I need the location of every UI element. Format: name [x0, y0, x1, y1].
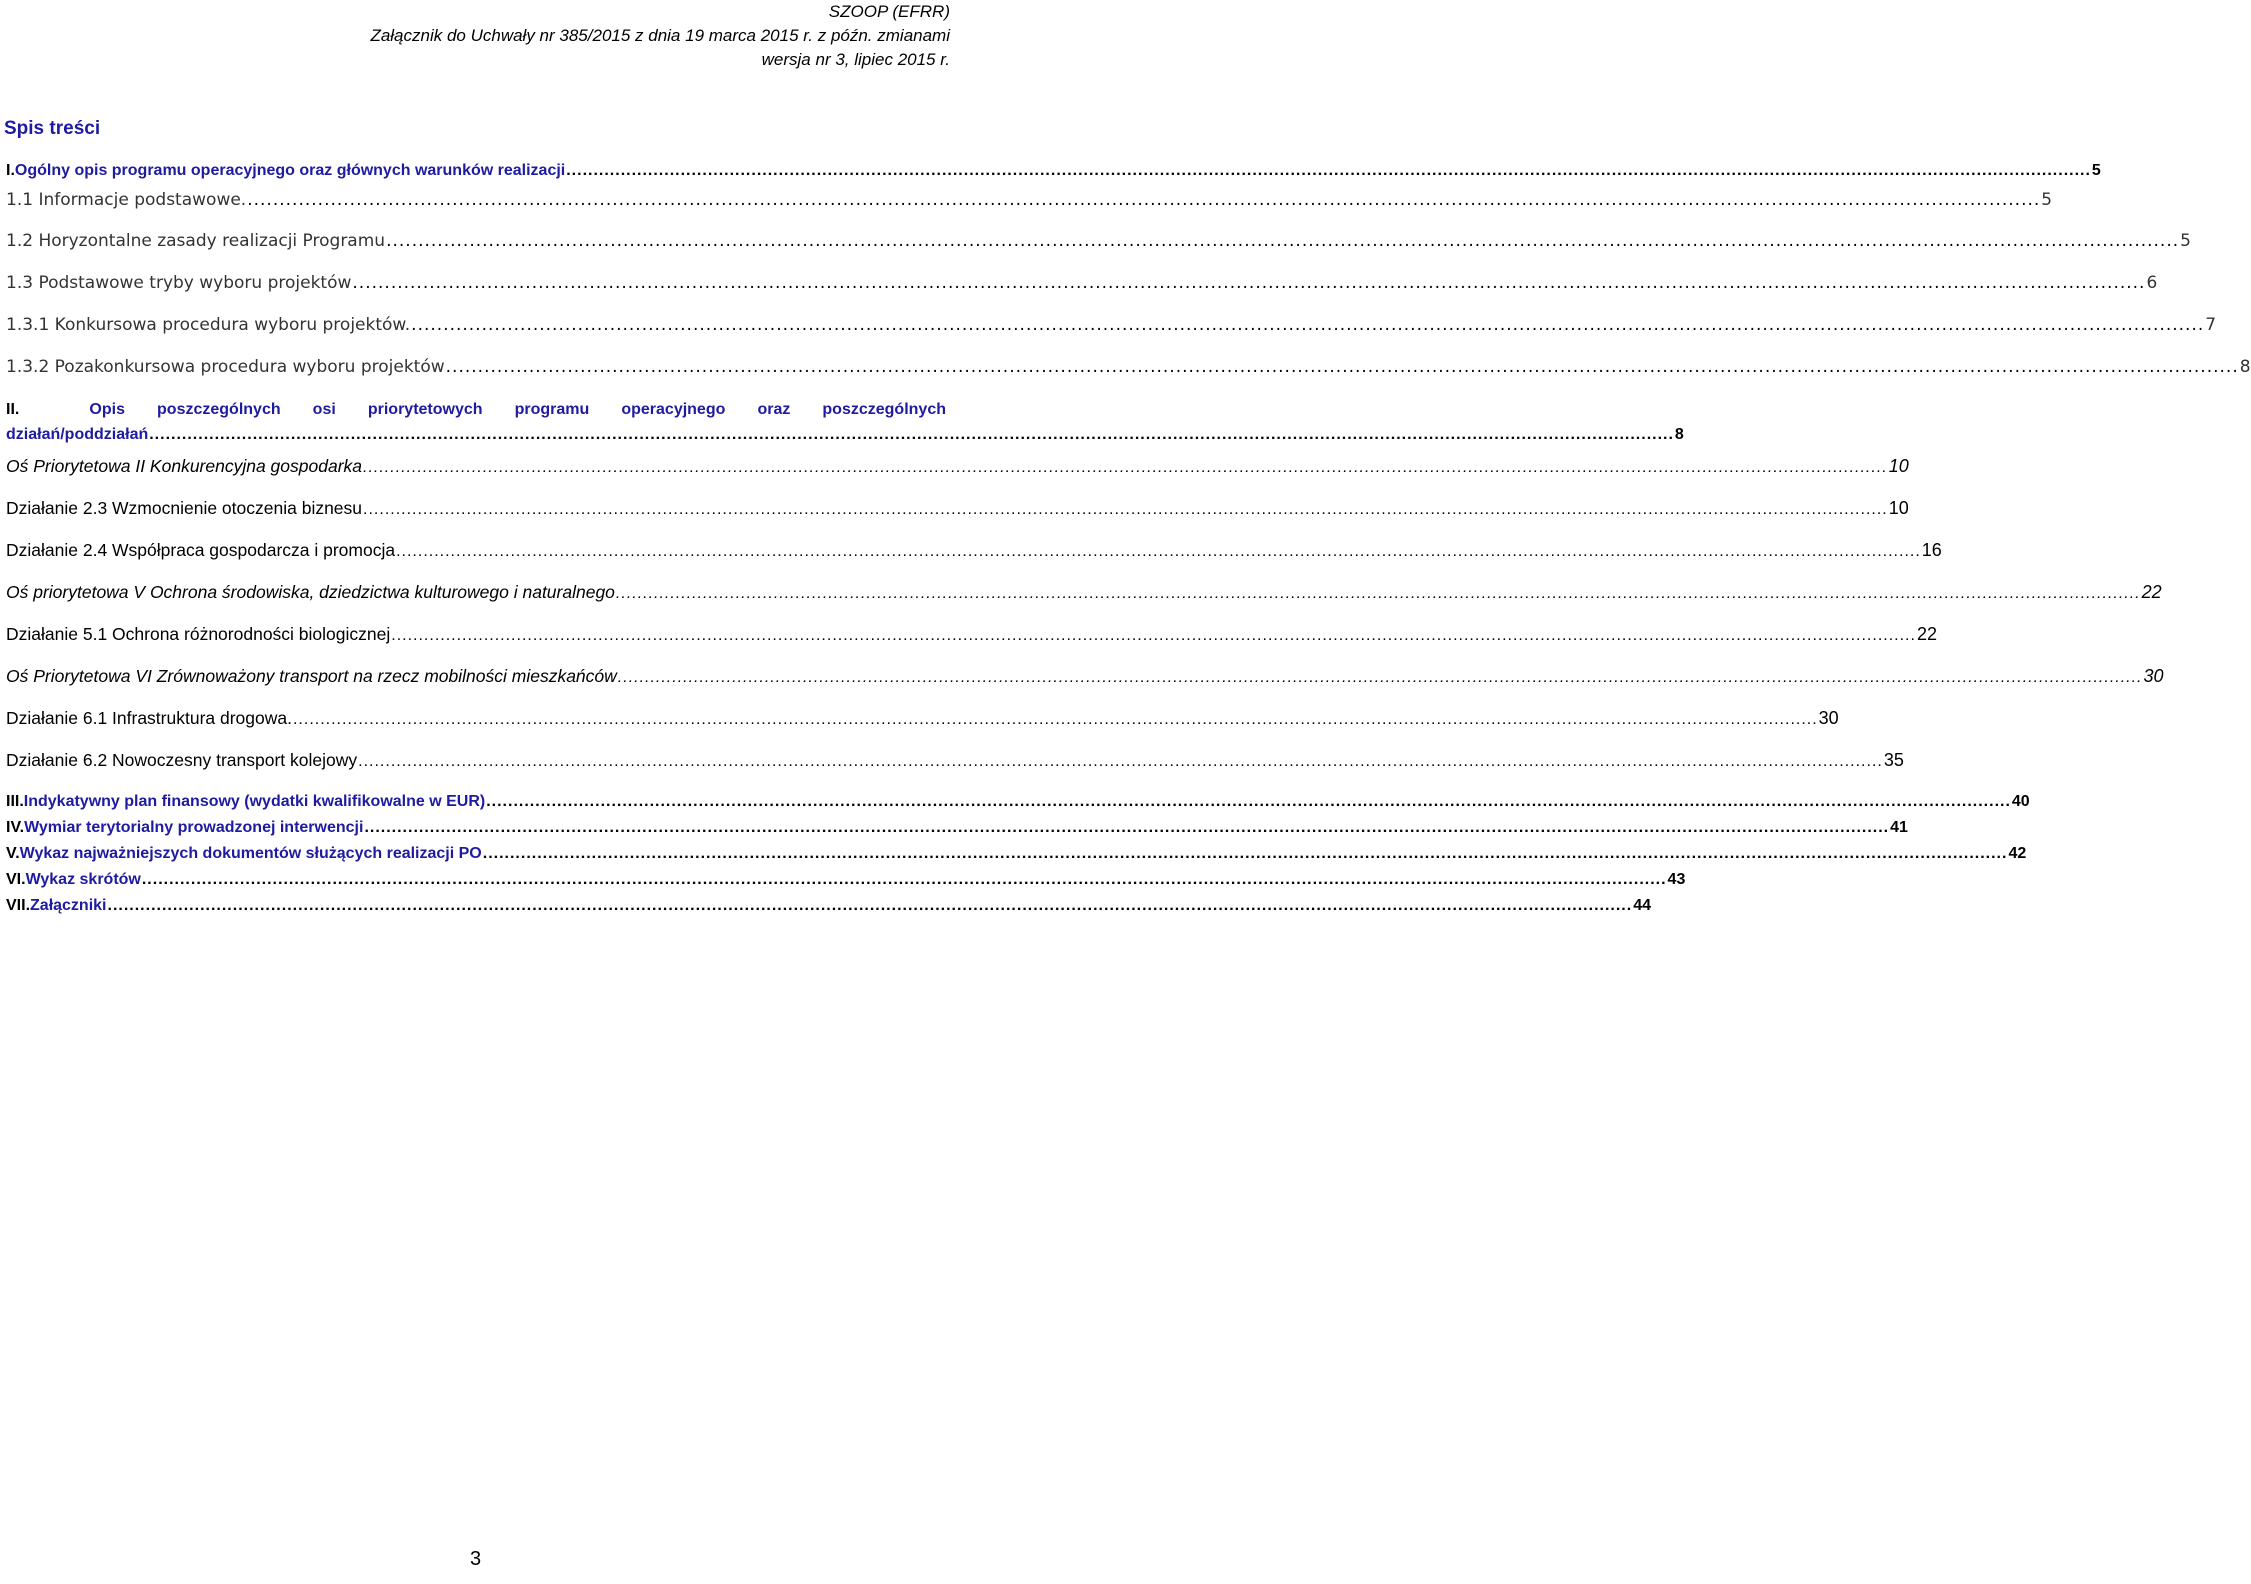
toc-entry-word: osi: [312, 401, 336, 418]
toc-entry-title: Ogólny opis programu operacyjnego oraz głównych warunków realizacji: [14, 162, 566, 179]
toc-entry-title: 1.3 Podstawowe tryby wyboru projektów: [6, 273, 352, 293]
toc-entry-page: 42: [2008, 845, 2027, 862]
toc-entry-word: operacyjnego: [621, 401, 726, 418]
toc-entry-4[interactable]: [6, 817, 1908, 839]
toc-entry-1-3-2[interactable]: [6, 356, 2251, 378]
toc-entry-page: 22: [2141, 582, 2162, 602]
toc-leader-dots: ........................................................................................................................................................................................................................................................................................: [386, 231, 2180, 251]
toc-entry-title: Działanie 5.1 Ochrona różnorodności biologicznej: [6, 624, 391, 644]
header-line-2: Załącznik do Uchwały nr 385/2015 z dnia 19 marca 2015 r. z późn. zmianami: [370, 26, 950, 45]
toc-entry-title: Działanie 2.4 Współpraca gospodarcza i promocja: [6, 540, 396, 560]
toc-leader-dots: ........................................................................................................................................................................................................................................................................................: [247, 190, 2041, 210]
toc-leader-dots: ........................................................................................................................................................................................................................................................................................: [445, 357, 2239, 377]
toc-leader-dots: ........................................................................................................................................................................................................................................................................................: [391, 627, 1916, 644]
toc-entry-title: Załączniki: [30, 897, 107, 914]
toc-entry-word: priorytetowych: [367, 401, 483, 418]
toc-entry-page: 8: [2239, 357, 2251, 377]
toc-entry-page: 5: [2180, 231, 2191, 251]
toc-entry-page: 6: [2146, 273, 2158, 293]
toc-entry-title: Wykaz skrótów: [25, 871, 141, 888]
header-line-3: wersja nr 3, lipiec 2015 r.: [761, 50, 950, 69]
toc-leader-dots: ........................................................................................................................................................................................................................................................................................: [141, 871, 1667, 888]
toc-entry-page: 10: [1888, 456, 1909, 476]
toc-entry-title: Oś priorytetowa V Ochrona środowiska, dziedzictwa kulturowego i naturalnego: [6, 582, 615, 602]
toc-entry-action-6-2[interactable]: [6, 749, 1904, 771]
toc-entry-axis-6[interactable]: [6, 665, 2164, 687]
toc-entry-word: Opis: [89, 401, 125, 418]
toc-entry-number: VI.: [6, 871, 26, 888]
toc-entry-title: Oś Priorytetowa VI Zrównoważony transport na rzecz mobilności mieszkańców: [6, 666, 617, 686]
toc-entry-page: 16: [1921, 540, 1942, 560]
toc-entry-action-2-4[interactable]: [6, 539, 1942, 561]
toc-entry-number: V.: [6, 845, 20, 862]
toc-entry-title: 1.2 Horyzontalne zasady realizacji Programu: [6, 231, 386, 251]
toc-leader-dots: ........................................................................................................................................................................................................................................................................................: [482, 845, 2008, 862]
toc-entry-page: 44: [1633, 897, 1651, 914]
toc-entry-word: programu: [514, 401, 590, 418]
toc-entry-page: 5: [2041, 190, 2053, 210]
header-line-1: SZOOP (EFRR): [828, 2, 950, 21]
page-header: [370, 0, 950, 72]
toc-entry-title: Działanie 6.1 Infrastruktura drogowa.: [6, 708, 292, 728]
toc-entry-title: Działanie 2.3 Wzmocnienie otoczenia biznesu: [6, 498, 363, 518]
toc-leader-dots: ........................................................................................................................................................................................................................................................................................: [411, 315, 2205, 335]
toc-entry-1[interactable]: [6, 160, 2101, 182]
toc-entry-number: VII.: [6, 897, 31, 914]
toc-title: Spis treści: [4, 118, 101, 139]
toc-leader-dots: ........................................................................................................................................................................................................................................................................................: [358, 753, 1883, 770]
toc-entry-title: działań/poddziałań: [6, 426, 149, 443]
toc-entry-title: 1.3.2 Pozakonkursowa procedura wyboru projektów: [6, 357, 445, 377]
toc-entry-title: 1.1 Informacje podstawowe.: [6, 190, 247, 210]
toc-entry-word: poszczególnych: [157, 401, 281, 418]
toc-entry-action-2-3[interactable]: [6, 497, 1909, 519]
toc-entry-title: Oś Priorytetowa II Konkurencyjna gospodarka: [6, 456, 363, 476]
toc-entry-6[interactable]: [6, 869, 1686, 891]
toc-entry-number: I.: [6, 162, 15, 179]
toc-entry-1-3[interactable]: [6, 272, 2158, 294]
toc-entry-5[interactable]: [6, 843, 2027, 865]
toc-entry-number: IV.: [6, 819, 25, 836]
toc-entry-title: Wykaz najważniejszych dokumentów służących realizacji PO: [19, 845, 482, 862]
toc-entry-word: oraz: [757, 401, 791, 418]
toc-entry-axis-2[interactable]: [6, 455, 1909, 477]
toc-leader-dots: ........................................................................................................................................................................................................................................................................................: [396, 543, 1921, 560]
toc-leader-dots: ........................................................................................................................................................................................................................................................................................: [617, 669, 2143, 686]
toc-entry-page: 7: [2205, 315, 2217, 335]
toc-entry-title: 1.3.1 Konkursowa procedura wyboru projektów.: [6, 315, 411, 335]
toc-entry-title: Wymiar terytorialny prowadzonej interwencji: [24, 819, 364, 836]
toc-entry-action-6-1[interactable]: [6, 707, 1839, 729]
toc-entry-page: 30: [2143, 666, 2164, 686]
toc-leader-dots: ........................................................................................................................................................................................................................................................................................: [566, 162, 2091, 179]
toc-leader-dots: ........................................................................................................................................................................................................................................................................................: [107, 897, 1633, 914]
toc-entry-page: 10: [1888, 498, 1909, 518]
toc-leader-dots: ........................................................................................................................................................................................................................................................................................: [364, 819, 1890, 836]
toc-entry-page: 30: [1818, 708, 1839, 728]
toc-entry-page: 5: [2091, 162, 2101, 179]
toc-entry-page: 22: [1916, 624, 1937, 644]
toc-entry-axis-5[interactable]: [6, 581, 2162, 603]
toc-entry-title: Działanie 6.2 Nowoczesny transport kolejowy: [6, 750, 358, 770]
toc-leader-dots: ........................................................................................................................................................................................................................................................................................: [486, 793, 2011, 810]
toc-leader-dots: ........................................................................................................................................................................................................................................................................................: [363, 501, 1888, 518]
toc-entry-number: II.: [6, 401, 20, 418]
toc-entry-page: 8: [1674, 426, 1684, 443]
toc-leader-dots: ........................................................................................................................................................................................................................................................................................: [615, 585, 2141, 602]
toc-entry-page: 35: [1883, 750, 1904, 770]
toc-entry-page: 40: [2011, 793, 2030, 810]
toc-leader-dots: ........................................................................................................................................................................................................................................................................................: [352, 273, 2146, 293]
toc-leader-dots: ........................................................................................................................................................................................................................................................................................: [363, 459, 1888, 476]
toc-entry-2[interactable]: [6, 399, 946, 421]
toc-entry-title: Indykatywny plan finansowy (wydatki kwalifikowalne w EUR): [23, 793, 486, 810]
toc-entry-1-2[interactable]: [6, 230, 2191, 252]
toc-entry-3[interactable]: [6, 791, 2030, 813]
page-number: 3: [469, 1548, 482, 1570]
toc-leader-dots: ........................................................................................................................................................................................................................................................................................: [149, 426, 1674, 443]
toc-entry-2-continuation[interactable]: [6, 424, 1684, 446]
toc-entry-7[interactable]: [6, 895, 1651, 917]
toc-entry-page: 43: [1667, 871, 1686, 888]
toc-entry-1-1[interactable]: [6, 189, 2053, 211]
toc-leader-dots: ........................................................................................................................................................................................................................................................................................: [292, 711, 1818, 728]
toc-entry-word: poszczególnych: [822, 401, 946, 418]
toc-entry-action-5-1[interactable]: [6, 623, 1937, 645]
toc-entry-1-3-1[interactable]: [6, 314, 2217, 336]
toc-entry-number: III.: [6, 793, 24, 810]
toc-entry-page: 41: [1890, 819, 1908, 836]
